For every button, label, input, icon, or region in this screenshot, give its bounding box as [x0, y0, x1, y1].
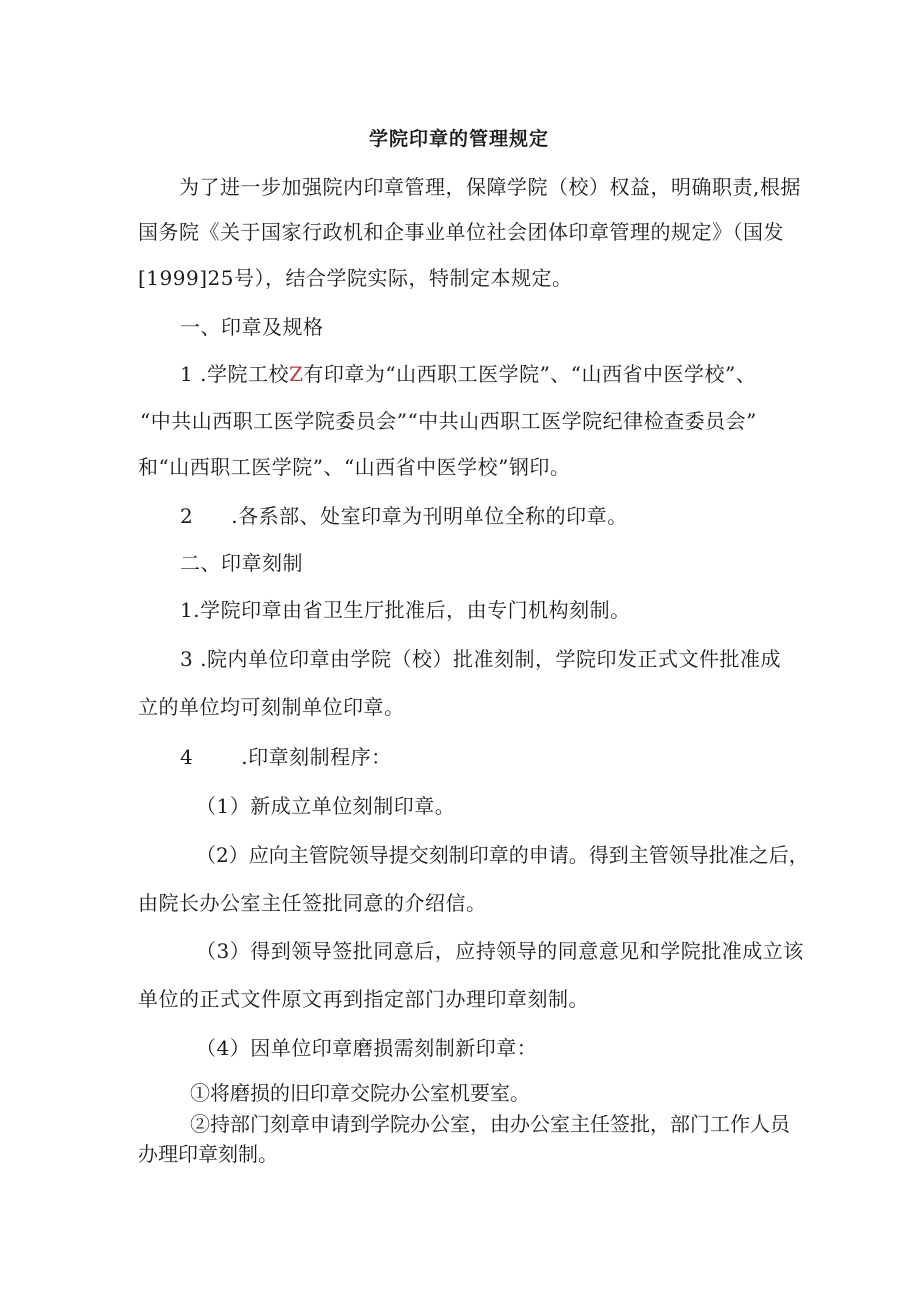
section-2-item-3-line-1: 3 .院内单位印章由学院（校）批准刻制，学院印发正式文件批准成	[180, 647, 781, 671]
procedure-step-3-line-1: （3）得到领导签批同意后，应持领导的同意意见和学院批准成立该	[196, 939, 804, 963]
procedure-sub-step-2-line-2: 办理印章刻制。	[138, 1142, 278, 1166]
intro-line-1: 为了进一步加强院内印章管理，保障学院（校）权益，明确职责,根据	[179, 175, 801, 199]
section-1-heading: 一、印章及规格	[180, 315, 324, 339]
procedure-step-3-line-2: 单位的正式文件原文再到指定部门办理印章刻制。	[138, 987, 589, 1011]
section-2-item-4-number: 4	[180, 745, 194, 769]
intro-line-2: 国务院《关于国家行政机和企事业单位社会团体印章管理的规定》（国发	[138, 220, 784, 244]
section-2-item-4	[180, 743, 392, 771]
section-1-item-1-text-b: 有印章为“山西职工医学院”、“山西省中医学校”、	[303, 362, 757, 386]
section-2-item-4-text: .印章刻制程序：	[241, 745, 392, 769]
section-1-item-2	[180, 502, 628, 530]
section-1-item-2-text: .各系部、处室印章为刊明单位全称的印章。	[231, 504, 628, 528]
procedure-step-2-line-2: 由院长办公室主任签批同意的介绍信。	[138, 891, 487, 915]
section-1-item-1-line-2: “中共山西职工医学院委员会”“中共山西职工医学院纪律检查委员会”	[140, 409, 757, 433]
section-1-item-1-text-a: 1 .学院工校	[180, 362, 289, 386]
procedure-step-2-line-1: （2）应向主管院领导提交刻制印章的申请。得到主管领导批准之后，	[196, 843, 809, 867]
document-title: 学院印章的管理规定	[369, 128, 550, 150]
procedure-step-1: （1）新成立单位刻制印章。	[196, 794, 456, 818]
section-2-item-3-line-2: 立的单位均可刻制单位印章。	[138, 695, 405, 719]
procedure-sub-step-1: ①将磨损的旧印章交院办公室机要室。	[190, 1081, 530, 1105]
section-1-item-1-line-3: 和“山西职工医学院”、“山西省中医学校”钢印。	[138, 455, 571, 479]
procedure-sub-step-2-line-1: ②持部门刻章申请到学院办公室，由办公室主任签批，部门工作人员	[190, 1112, 790, 1136]
procedure-step-4: （4）因单位印章磨损需刻制新印章：	[196, 1036, 538, 1060]
intro-line-3: [1999]25号），结合学院实际，特制定本规定。	[138, 266, 573, 290]
section-2-item-1: 1.学院印章由省卫生厅批准后，由专门机构刻制。	[180, 598, 631, 622]
section-2-heading: 二、印章刻制	[180, 551, 303, 575]
section-1-item-1-line-1	[180, 360, 756, 388]
section-1-item-1-mark: Z	[288, 362, 304, 386]
section-1-item-2-number: 2	[180, 504, 194, 528]
